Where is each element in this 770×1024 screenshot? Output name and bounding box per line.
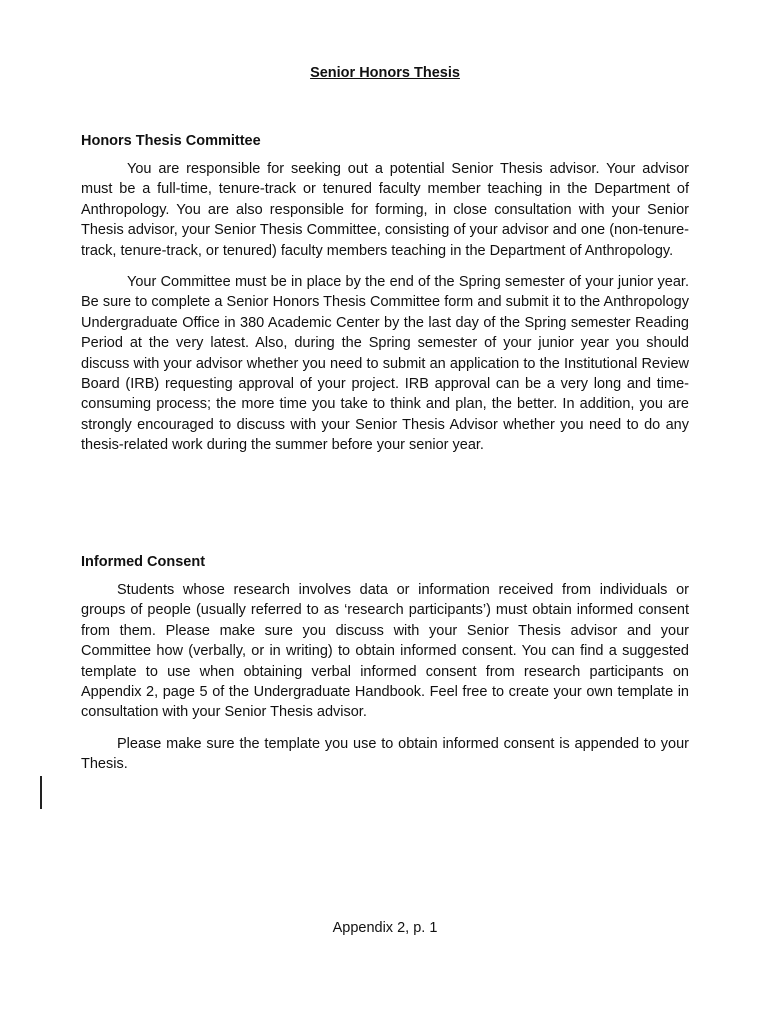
section-honors-thesis-committee [81,131,689,467]
section-heading: Honors Thesis Committee [81,133,261,149]
paragraph: Please make sure the template you use to obtain informed consent is appended to your Thesis. [81,735,689,773]
paragraph: Students whose research involves data or information received from individuals or groups of people (usually referred to as ‘research participants’) must obtain informed consent from them. Please make sure you discuss with your Senior Thesis advisor and your Committee how (verbally, or in writing) to obtain informed consent. You can find a suggested template to use when obtaining verbal informed consent from research participants on Appendix 2, page 5 of the Undergraduate Handbook. Feel free to create your own template in consultation with your Senior Thesis advisor. [81,582,689,721]
section-heading: Informed Consent [81,554,206,570]
page-footer: Appendix 2, p. 1 [332,920,438,936]
paragraph: Your Committee must be in place by the end of the Spring semester of your junior year. Be sure to complete a Senior Honors Thesis Committee form and submit it to the Anthropology Undergraduate Office in 380 Academic Center by the last day of the Spring semester Reading Period at the very latest. Also, during the Spring semester of your junior year you should discuss with your advisor whether you need to submit an application to the Institutional Review Board (IRB) requesting approval of your project. IRB approval can be a very long and time-consuming process; the more time you take to think and plan, the better. In addition, you are strongly encouraged to discuss with your Senior Thesis Advisor whether you need to do any thesis-related work during the summer before your senior year. [81,274,689,454]
paragraph: You are responsible for seeking out a potential Senior Thesis advisor. Your advisor must be a full-time, tenure-track or tenured faculty member teaching in the Department of Anthropology. You are also responsible for forming, in close consultation with your Senior Thesis advisor, your Senior Thesis Committee, consisting of your advisor and one (non-tenure-track, tenure-track, or tenured) faculty members teaching in the Department of Anthropology. [81,161,689,259]
section-informed-consent [81,552,689,786]
page-title: Senior Honors Thesis [310,65,460,81]
text-cursor-mark [40,776,42,809]
